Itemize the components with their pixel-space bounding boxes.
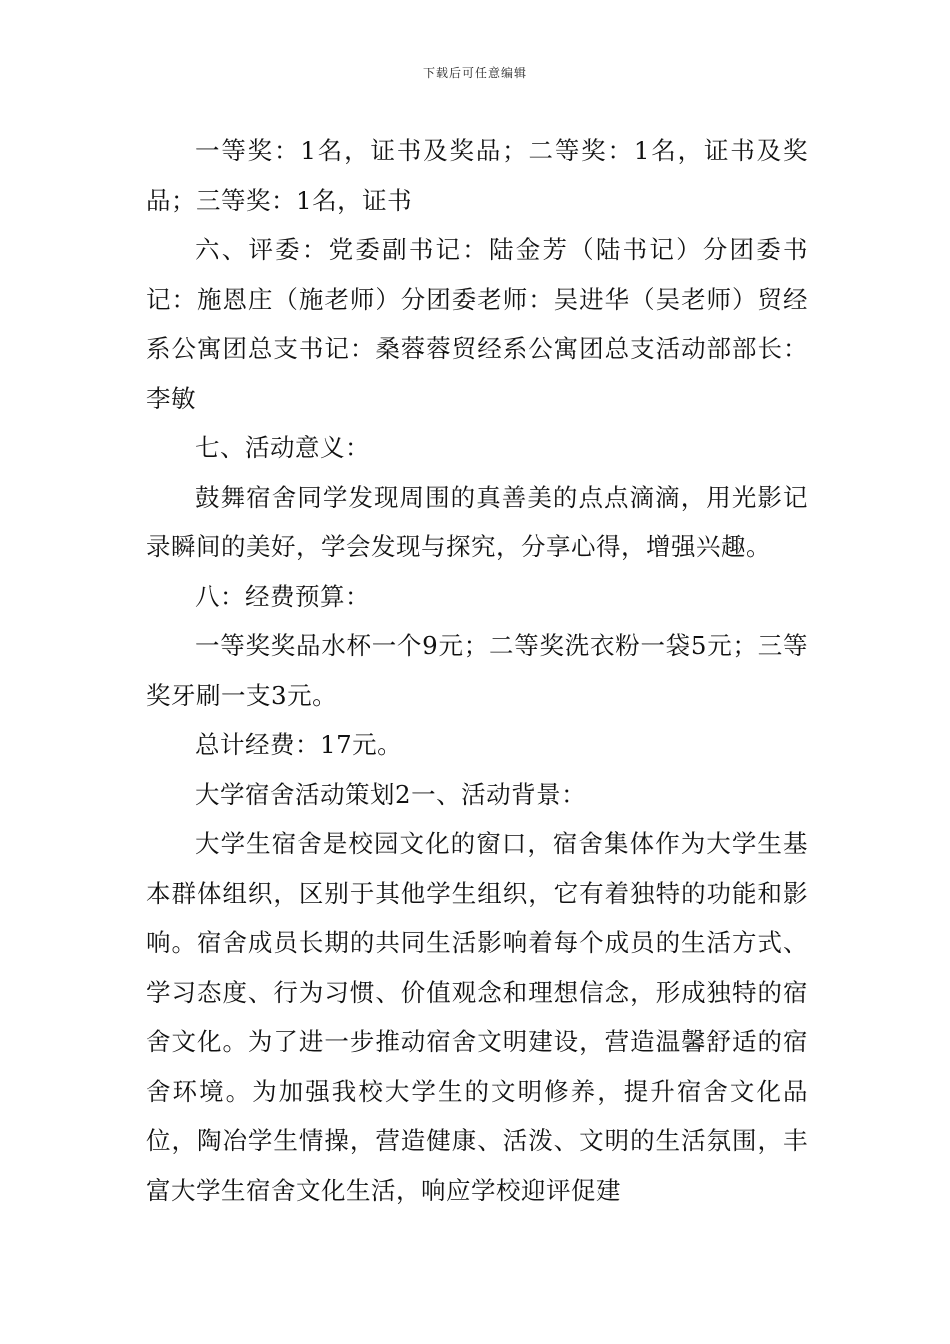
document-body — [146, 126, 808, 1215]
paragraph-budget-total: 总计经费：17元。 — [195, 730, 403, 759]
paragraph-judges: 六、评委：党委副书记：陆金芳（陆书记）分团委书记：施恩庄（施老师）分团委老师：吴进华（吴老师）贸经系公寓团总支书记：桑蓉蓉贸经系公寓团总支活动部部长：李敏 — [146, 235, 808, 413]
heading-plan-2-background: 大学宿舍活动策划2一、活动背景： — [195, 779, 587, 809]
paragraph-significance: 鼓舞宿舍同学发现周围的真善美的点点滴滴，用光影记录瞬间的美好，学会发现与探究，分享心得，增强兴趣。 — [146, 482, 808, 561]
page-header: 下载后可任意编辑 — [422, 66, 527, 80]
paragraph-awards: 一等奖：1名，证书及奖品；二等奖：1名，证书及奖品；三等奖：1名，证书 — [146, 136, 808, 215]
heading-budget: 八：经费预算： — [195, 581, 370, 611]
heading-significance: 七、活动意义： — [195, 433, 370, 462]
paragraph-background: 大学生宿舍是校园文化的窗口，宿舍集体作为大学生基本群体组织，区别于其他学生组织，它有着独特的功能和影响。宿舍成员长期的共同生活影响着每个成员的生活方式、学习态度、行为习惯、价值观念和理想信念，形成独特的宿舍文化。为了进一步推动宿舍文明建设，营造温馨舒适的宿舍环境。为加强我校大学生的文明修养，提升宿舍文化品位，陶冶学生情操，营造健康、活泼、文明的生活氛围，丰富大学生宿舍文化生活，响应学校迎评促建 — [146, 829, 808, 1205]
paragraph-budget-items: 一等奖奖品水杯一个9元；二等奖洗衣粉一袋5元；三等奖牙刷一支3元。 — [146, 631, 808, 710]
